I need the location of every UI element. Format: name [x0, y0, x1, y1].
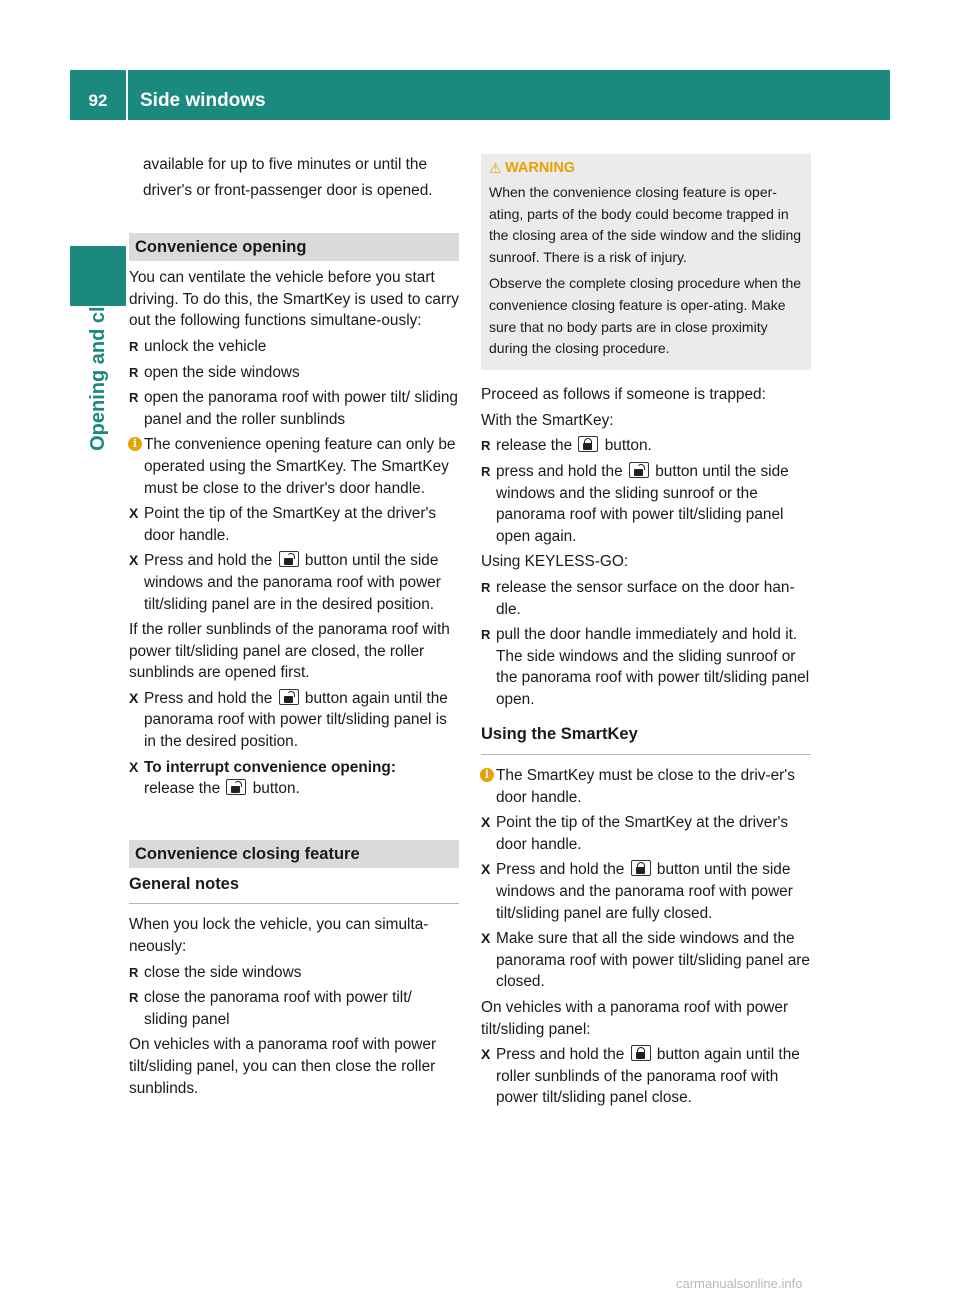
- list-item: R release the sensor surface on the door han-dle.: [481, 577, 811, 620]
- unlock-key-icon: [279, 551, 299, 567]
- step-text: Press and hold the: [144, 689, 273, 707]
- paragraph: Proceed as follows if someone is trapped:: [481, 386, 766, 404]
- list-text: press and hold the: [496, 462, 623, 480]
- step-item: [129, 550, 459, 615]
- page-header: [70, 70, 890, 120]
- step-text: release the: [144, 780, 221, 798]
- list-item: R open the side windows: [129, 362, 459, 384]
- warning-box: [481, 154, 811, 370]
- info-note: [481, 765, 811, 808]
- step-item: [481, 1044, 811, 1109]
- list-note: The side windows and the sliding sunroof or the panorama roof with power tilt/sliding panel open.: [496, 647, 810, 708]
- section-heading-convenience-opening: Convenience opening: [129, 233, 459, 261]
- step-item: X Make sure that all the side windows and the panorama roof with power tilt/sliding panel are closed.: [481, 928, 811, 993]
- page-title: Side windows: [140, 90, 266, 111]
- lock-key-icon: [578, 436, 598, 452]
- lock-key-icon: [631, 860, 651, 876]
- intro-line-2: driver's or front-passenger door is opened.: [143, 181, 433, 199]
- paragraph: On vehicles with a panorama roof with power tilt/sliding panel, you can then close the roller sunblinds.: [129, 1036, 437, 1097]
- list-item: [481, 624, 811, 710]
- chapter-label: Opening and closing: [87, 253, 109, 451]
- header-divider: [126, 70, 128, 120]
- paragraph: On vehicles with a panorama roof with power tilt/sliding panel:: [481, 999, 789, 1038]
- list-item: [481, 435, 811, 457]
- paragraph: With the SmartKey:: [481, 411, 614, 429]
- intro-line-1: available for up to five minutes or until the: [143, 156, 428, 173]
- subheading-using-smartkey: Using the SmartKey: [481, 724, 811, 755]
- paragraph: Using KEYLESS-GO:: [481, 553, 629, 571]
- list-item: [481, 461, 811, 547]
- right-column: [481, 154, 811, 1113]
- warning-text: Observe the complete closing procedure when the convenience closing feature is oper-ating. Make sure that no body parts are in close proximity during the closing procedure.: [489, 274, 802, 357]
- warning-triangle-icon: ⚠: [489, 160, 502, 176]
- step-item: [481, 859, 811, 924]
- step-item: [129, 688, 459, 753]
- info-text: The convenience opening feature can only be operated using the SmartKey. The SmartKey must be close to the driver's door handle.: [144, 436, 456, 497]
- list-text: button.: [604, 437, 652, 455]
- unlock-key-icon: [629, 462, 649, 478]
- unlock-key-icon: [279, 689, 299, 705]
- step-text: Press and hold the: [496, 861, 625, 879]
- warning-heading: [489, 158, 803, 180]
- step-text: Press and hold the: [496, 1046, 625, 1064]
- step-text: button until the side windows and the panorama roof with power tilt/sliding panel are fully closed.: [496, 861, 793, 922]
- info-text: The SmartKey must be close to the driv-er's door handle.: [496, 767, 795, 806]
- list-item: R close the side windows: [129, 962, 459, 984]
- step-text: button until the side windows and the panorama roof with power tilt/sliding panel are in the desired position.: [144, 552, 441, 613]
- list-text: release the: [496, 437, 573, 455]
- list-item: R unlock the vehicle: [129, 336, 459, 358]
- warning-text: When the convenience closing feature is oper-ating, parts of the body could become trapped in the closing area of the side window and the sliding sunroof. There is a risk of injury.: [489, 183, 802, 266]
- list-text: pull the door handle immediately and hold it.: [496, 626, 798, 644]
- paragraph: When you lock the vehicle, you can simulta-neously:: [129, 916, 429, 956]
- section-heading-convenience-closing: Convenience closing feature: [129, 840, 459, 868]
- watermark: carmanualsonline.info: [676, 1276, 803, 1291]
- list-item: R close the panorama roof with power tilt/ sliding panel: [129, 987, 459, 1030]
- step-text: Press and hold the: [144, 552, 273, 570]
- step-text: button again until the roller sunblinds of the panorama roof with power tilt/sliding panel close.: [496, 1046, 800, 1107]
- left-column: [129, 154, 459, 1103]
- paragraph: You can ventilate the vehicle before you start driving. To do this, the SmartKey is used to carry out the following functions simultane-ously:: [129, 269, 459, 330]
- step-text: button again until the panorama roof with power tilt/sliding panel is in the desired position.: [144, 689, 448, 751]
- step-item: [129, 757, 459, 800]
- subheading-general-notes: General notes: [129, 874, 459, 905]
- page-number: 92: [88, 91, 108, 110]
- unlock-key-icon: [226, 779, 246, 795]
- info-icon: i: [128, 437, 142, 451]
- step-text: button.: [252, 780, 300, 798]
- list-item: R open the panorama roof with power tilt/ sliding panel and the roller sunblinds: [129, 387, 459, 430]
- lock-key-icon: [631, 1045, 651, 1061]
- list-text: button until the side windows and the sliding sunroof or the panorama roof with power tilt/sliding panel open again.: [496, 462, 789, 545]
- step-title: To interrupt convenience opening:: [144, 758, 396, 776]
- info-icon: i: [480, 768, 494, 782]
- paragraph: If the roller sunblinds of the panorama roof with power tilt/sliding panel are closed, the roller sunblinds are opened first.: [129, 621, 450, 682]
- warning-title-text: WARNING: [505, 160, 576, 176]
- info-note: [129, 434, 459, 499]
- step-item: X Point the tip of the SmartKey at the driver's door handle.: [129, 503, 459, 546]
- step-item: X Point the tip of the SmartKey at the driver's door handle.: [481, 812, 811, 855]
